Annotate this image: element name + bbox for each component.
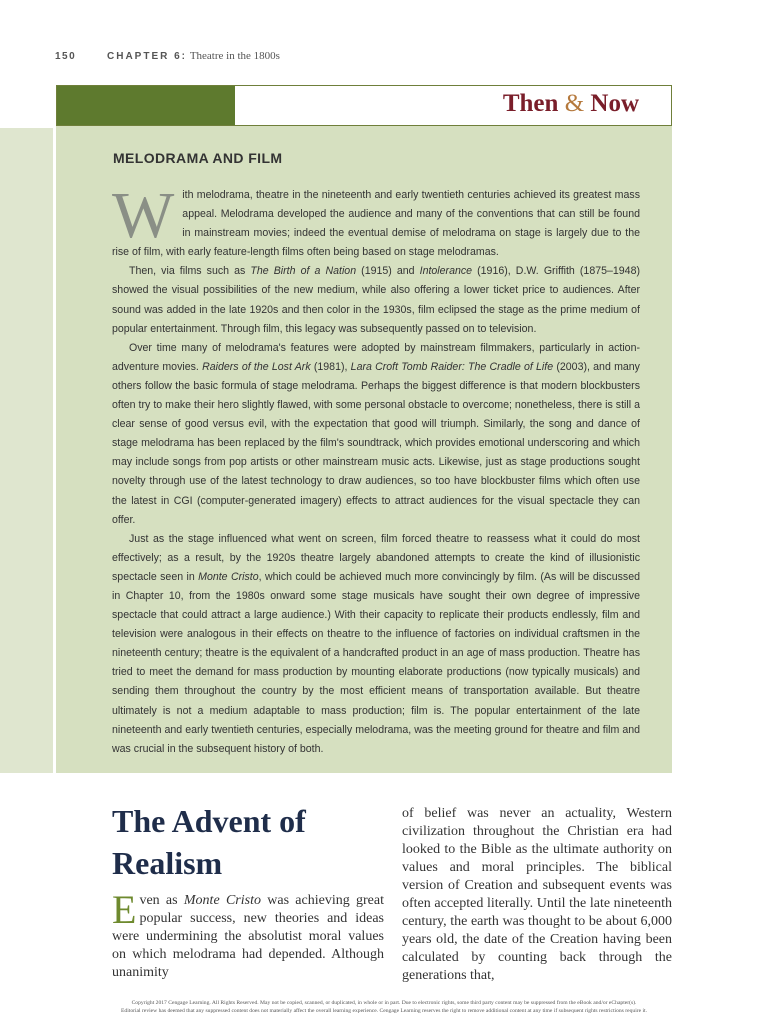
page-number: 150 — [55, 51, 77, 62]
sidebar-paragraph-3: Over time many of melodrama's features were adopted by mainstream filmmakers, particularly in action-adventure movies. Raiders of the Lost Ark (1981), Lara Croft Tomb Raider: The Cradle of Life (2003), and many others follow the basic formula of stage melodrama. Perhaps the biggest difference is that modern blockbusters often try to make their hero slightly flawed, with some personal obstacle to overcome; nonetheless, there is still a clear sense of good versus evil, with the expectation that good will triumph. Similarly, the song and dance of stage melodrama has been replaced by the film's soundtrack, which provides emotional underscoring and which may include songs from pop artists or other mainstream music acts. Likewise, just as stage productions sought novelty through use of the latest technology to draw audiences, so too have blockbuster films which often use the latest in CGI (computer-generated imagery) effects to attract audiences for the visual spectacle they can offer. — [112, 341, 640, 526]
running-head — [55, 50, 280, 62]
sidebar-heading: MELODRAMA AND FILM — [113, 150, 283, 166]
drop-cap-e: E — [112, 887, 137, 932]
sidebar-paragraph-4: Just as the stage influenced what went on screen, film forced theatre to reassess what it could do most effectively; as a result, by the 1920s theatre largely abandoned attempts to create the kind of illusionistic spectacle seen in Monte Cristo, which could be achieved much more convincingly by film. (As will be discussed in Chapter 10, from the 1980s onward some stage musicals have sought their own degree of impressive spectacle that could attract a large audience.) With their capacity to replicate their products endlessly, film and television were analogous in their effects on theatre to the influence of factories on individual craftsmen in the nineteenth century; theatre is the equivalent of a handcrafted product in an age of mass production. Theatre has tried to meet the demand for mass production by mounting elaborate productions (now typically musicals) and sending them throughout the country by the most efficient means of transportation available. But theatre ultimately is not a medium adaptable to mass production; film is. The popular entertainment of the late nineteenth and early twentieth centuries, especially melodrama, was the meeting ground for theatre and film and was crucial in the subsequent history of both. — [112, 532, 640, 755]
body-column-right: of belief was never an actuality, Western civilization throughout the Christian era had looked to the Bible as the ultimate authority on values and moral principles. The biblical version of Creation and subsequent events was often accepted literally. Until the late nineteenth century, the earth was thought to be about 6,000 years old, the date of the Creation having been calculated by counting back through the generations that, — [402, 806, 672, 983]
copyright-footer: Copyright 2017 Cengage Learning. All Rights Reserved. May not be copied, scanned, or duplicated, in whole or in part. Due to electronic rights, some third party content may be suppressed from the eBook and/or eChapter(s). Editorial review has deemed that any suppressed content does not materially affect the overall learning experience. Cengage Learning reserves the right to remove additional content at any time if subsequent rights restrictions require it. — [121, 1000, 647, 1014]
banner-olive-block — [57, 86, 235, 125]
section-heading: The Advent of Realism — [112, 803, 306, 881]
sidebar-paragraph-1: With melodrama, theatre in the nineteenth and early twentieth centuries achieved its greatest mass appeal. Melodrama developed the audience and many of the conventions that can still be found in mainstream movies; indeed the eventual demise of melodrama on stage is largely due to the rise of film, with early feature-length films often being based on stage melodramas. — [112, 179, 640, 259]
left-decorative-strip — [0, 128, 53, 773]
then-now-sidebar — [56, 126, 672, 773]
sidebar-body — [112, 179, 640, 759]
then-now-banner — [56, 85, 672, 126]
sidebar-paragraph-2: Then, via films such as The Birth of a Nation (1915) and Intolerance (1916), D.W. Griffith (1875–1948) showed the visual possibilities of the new medium, while also offering a lower ticket price to audiences. After sound was added in the late 1920s and then color in the 1930s, film eclipsed the stage as the prime medium of popular entertainment. Through film, this legacy was subsequently passed on to television. — [112, 265, 640, 335]
banner-title: Then & Now — [502, 90, 639, 117]
chapter-label: CHAPTER 6: — [107, 51, 188, 62]
chapter-title: Theatre in the 1800s — [189, 50, 280, 62]
body-column-left: Even as Monte Cristo was achieving great popular success, new theories and ideas were undermining the absolutist moral values on which melodrama had depended. Although unanimity — [112, 887, 384, 980]
drop-cap-w: W — [112, 179, 175, 252]
